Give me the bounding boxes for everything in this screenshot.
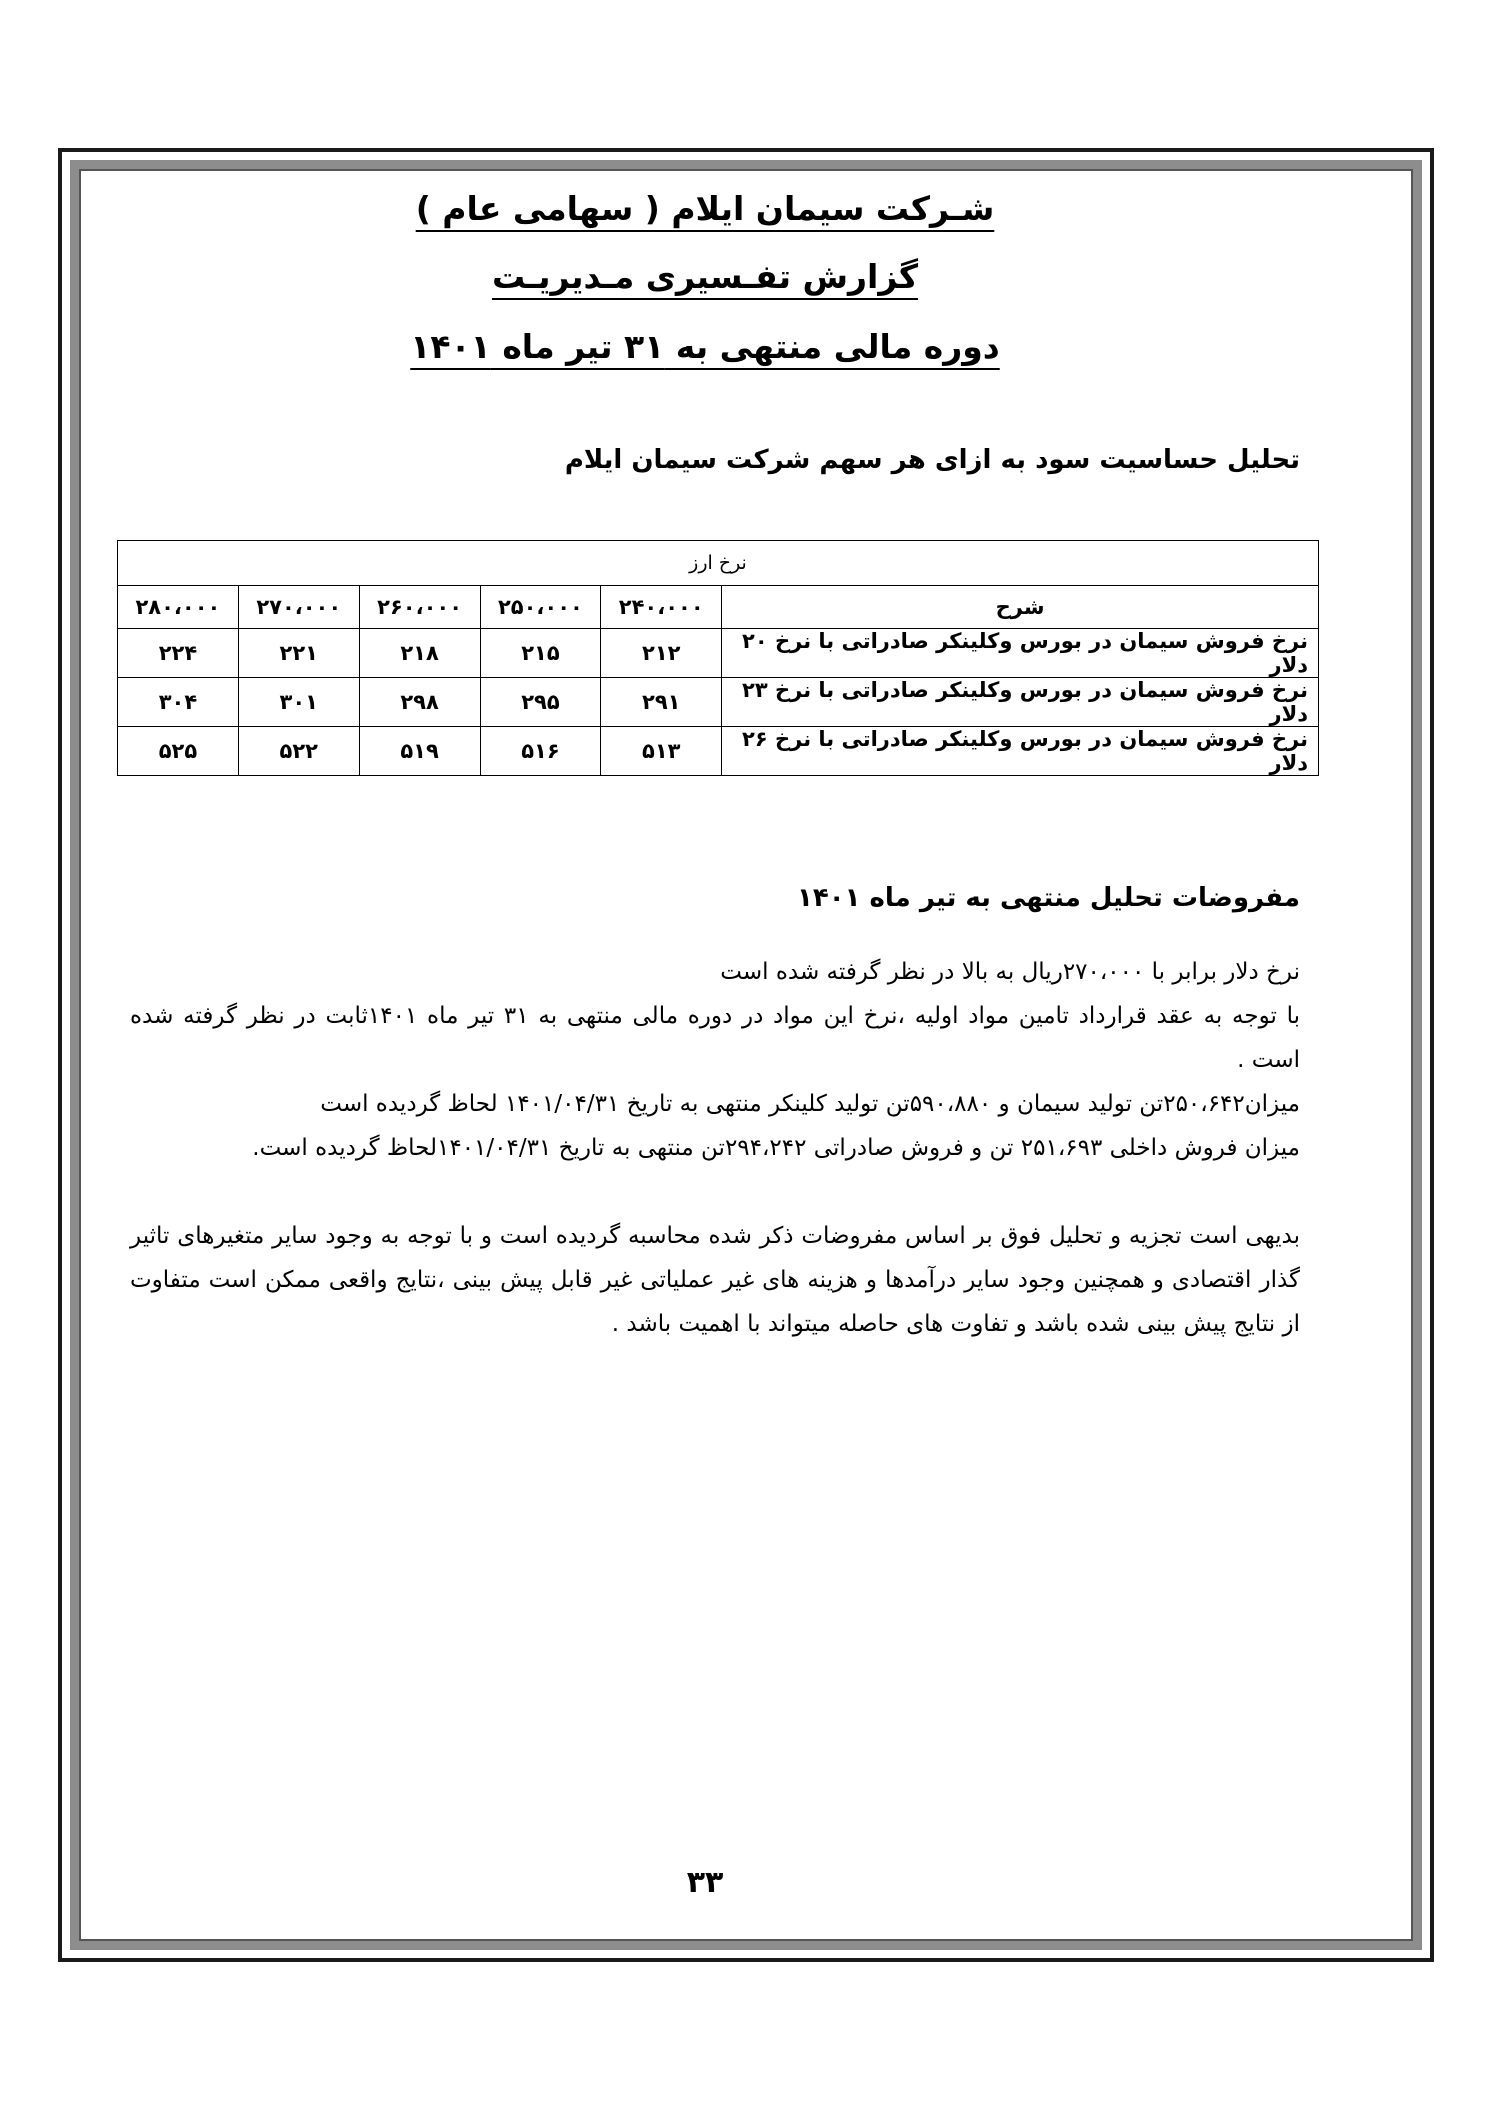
- table-cell: ۲۹۸: [359, 678, 480, 727]
- assumption-paragraph: نرخ دلار برابر با ۲۷۰،۰۰۰ریال به بالا در نظر گرفته شده است: [720, 959, 1300, 985]
- assumption-paragraph: بدیهی است تجزیه و تحلیل فوق بر اساس مفروضات ذکر شده محاسبه گردیده است و با توجه به وجود سایر متغیرهای تاثیر گذار اقتصادی و همچنین وجود سایر درآمدها و هزینه های غیر عملیاتی غیر قابل پیش بینی ،نتایج واقعی ممکن است متفاوت از نتایج پیش بینی شده باشد و تفاوت های حاصله میتواند با اهمیت باشد .: [130, 1223, 1300, 1337]
- assumption-paragraph: با توجه به عقد قرارداد تامین مواد اولیه ،نرخ این مواد در دوره مالی منتهی به ۳۱ تیر ماه ۱۴۰۱ثابت در نظر گرفته شده است .: [130, 1003, 1301, 1073]
- sensitivity-title: تحلیل حساسیت سود به ازای هر سهم شرکت سیمان ایلام: [564, 445, 1300, 475]
- sensitivity-table: [117, 540, 1319, 776]
- rate-header: ۲۴۰،۰۰۰: [601, 586, 722, 629]
- table-cell: ۵۱۳: [601, 727, 722, 776]
- report-title: گزارش تفـسیری مـدیریـت: [491, 257, 919, 296]
- table-cell: ۳۰۱: [238, 678, 359, 727]
- table-cell: ۲۹۵: [480, 678, 601, 727]
- assumptions-title: مفروضات تحلیل منتهی به تیر ماه ۱۴۰۱: [797, 883, 1300, 913]
- document-page: [90, 170, 1320, 1940]
- table-cell: ۵۱۹: [359, 727, 480, 776]
- table-row: [118, 629, 1319, 678]
- table-header-row: [118, 586, 1319, 629]
- row-label: نرخ فروش سیمان در بورس وکلینکر صادراتی با نرخ ۲۶ دلار: [722, 727, 1319, 776]
- table-row: [118, 678, 1319, 727]
- exchange-rate-caption: نرخ ارز: [118, 541, 1319, 586]
- table-caption-row: [118, 541, 1319, 586]
- table-cell: ۵۲۵: [118, 727, 239, 776]
- table-cell: ۵۲۲: [238, 727, 359, 776]
- company-title: شـرکت سیمان ایلام ( سهامی عام ): [415, 189, 995, 228]
- page-number: ۳۳: [686, 1865, 724, 1900]
- rate-header: ۲۸۰،۰۰۰: [118, 586, 239, 629]
- table-cell: ۵۱۶: [480, 727, 601, 776]
- period-title: دوره مالی منتهی به ۳۱ تیر ماه ۱۴۰۱: [410, 327, 1000, 366]
- assumption-paragraph: میزان۲۵۰،۶۴۲تن تولید سیمان و ۵۹۰،۸۸۰تن تولید کلینکر منتهی به تاریخ ۱۴۰۱/۰۴/۳۱ لحاظ گردیده است: [320, 1091, 1300, 1117]
- table-cell: ۳۰۴: [118, 678, 239, 727]
- table-cell: ۲۹۱: [601, 678, 722, 727]
- rate-header: ۲۷۰،۰۰۰: [238, 586, 359, 629]
- rate-header: ۲۵۰،۰۰۰: [480, 586, 601, 629]
- table-cell: ۲۱۵: [480, 629, 601, 678]
- row-label: نرخ فروش سیمان در بورس وکلینکر صادراتی با نرخ ۲۳ دلار: [722, 678, 1319, 727]
- row-label: نرخ فروش سیمان در بورس وکلینکر صادراتی با نرخ ۲۰ دلار: [722, 629, 1319, 678]
- table-cell: ۲۲۴: [118, 629, 239, 678]
- description-header: شرح: [722, 586, 1319, 629]
- table-cell: ۲۱۸: [359, 629, 480, 678]
- table-cell: ۲۱۲: [601, 629, 722, 678]
- table-cell: ۲۲۱: [238, 629, 359, 678]
- table-row: [118, 727, 1319, 776]
- assumption-paragraph: میزان فروش داخلی ۲۵۱،۶۹۳ تن و فروش صادراتی ۲۹۴،۲۴۲تن منتهی به تاریخ ۱۴۰۱/۰۴/۳۱لحاظ گردیده است.: [252, 1135, 1300, 1161]
- rate-header: ۲۶۰،۰۰۰: [359, 586, 480, 629]
